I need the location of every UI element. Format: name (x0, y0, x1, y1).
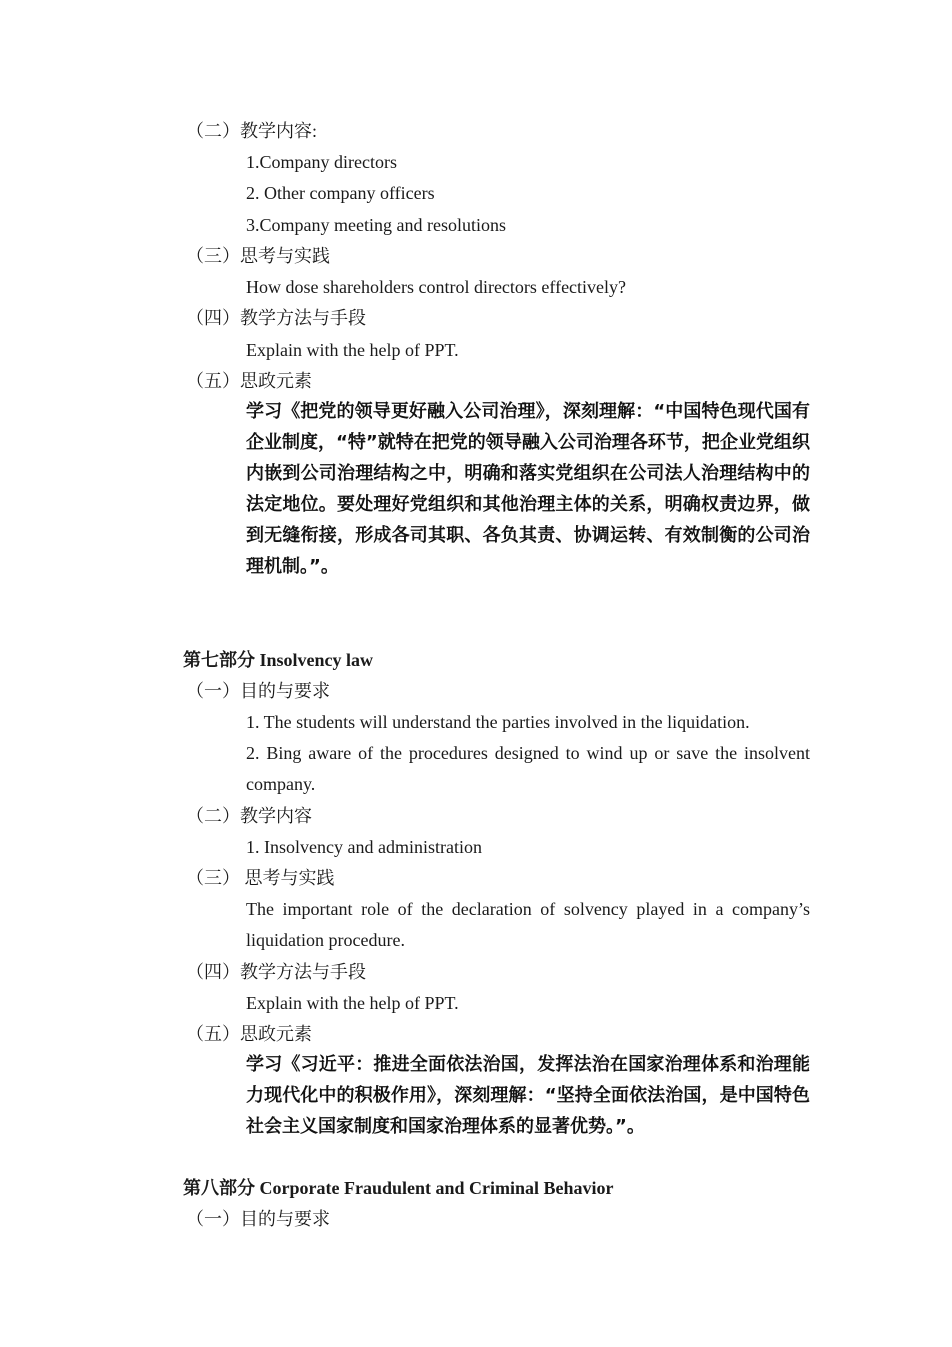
thinking-heading: （三） 思考与实践 (186, 868, 335, 888)
thinking-text: How dose shareholders control directors effectively? (246, 277, 627, 297)
thinking-heading: （三）思考与实践 (186, 246, 330, 266)
method-text: Explain with the help of PPT. (246, 340, 459, 360)
section-title: 第七部分 Insolvency law (183, 650, 374, 670)
thinking-text: The important role of the declaration of solvency played in a company’s liquidation procedure. (246, 899, 810, 950)
content-item: 1. Insolvency and administration (246, 837, 482, 857)
content-item: 1.Company directors (246, 152, 397, 172)
section-title: 第八部分 Corporate Fraudulent and Criminal Behavior (183, 1178, 614, 1198)
ideology-heading: （五）思政元素 (186, 1024, 312, 1044)
method-heading: （四）教学方法与手段 (186, 962, 366, 982)
goal-heading: （一）目的与要求 (186, 681, 330, 701)
content-item: 3.Company meeting and resolutions (246, 215, 506, 235)
ideology-heading: （五）思政元素 (186, 371, 312, 391)
method-heading: （四）教学方法与手段 (186, 308, 366, 328)
ideology-text: 学习《习近平：推进全面依法治国，发挥法治在国家治理体系和治理能力现代化中的积极作用》，深刻理解：“坚持全面依法治国，是中国特色社会主义国家制度和国家治理体系的显著优势。”。 (246, 1054, 810, 1137)
goal-item: 1. The students will understand the parties involved in the liquidation. (246, 712, 750, 732)
content-heading: （二）教学内容 (186, 806, 312, 826)
content-heading: （二）教学内容: (186, 121, 318, 141)
goal-item: 2. Bing aware of the procedures designed to wind up or save the insolvent company. (246, 743, 810, 794)
goal-heading: （一）目的与要求 (186, 1209, 330, 1229)
content-item: 2. Other company officers (246, 183, 435, 203)
ideology-text: 学习《把党的领导更好融入公司治理》，深刻理解：“中国特色现代国有企业制度，“特”就特在把党的领导融入公司治理各环节，把企业党组织内嵌到公司治理结构之中，明确和落实党组织在公司法人治理结构中的法定地位。要处理好党组织和其他治理主体的关系，明确权责边界，做到无缝衔接，形成各司其职、各负其责、协调运转、有效制衡的公司治理机制。”。 (246, 401, 810, 577)
method-text: Explain with the help of PPT. (246, 993, 459, 1013)
